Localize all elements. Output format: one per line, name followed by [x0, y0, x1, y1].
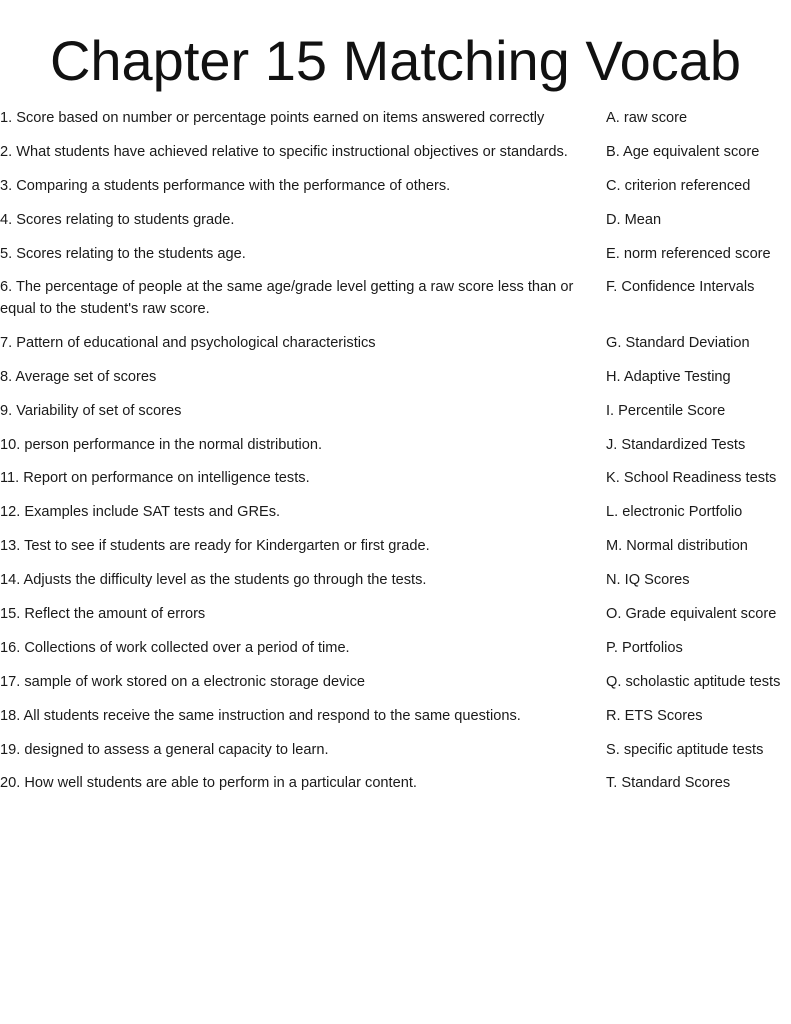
- matching-row: [0, 108, 791, 130]
- matching-row: [0, 401, 791, 423]
- question-text: 17. sample of work stored on a electronic storage device: [0, 673, 366, 690]
- answer-option: R. ETS Scores: [606, 707, 703, 724]
- question-text: 9. Variability of set of scores: [0, 402, 182, 419]
- answer-option: T. Standard Scores: [606, 775, 731, 792]
- question-text: 16. Collections of work collected over a period of time.: [0, 639, 350, 656]
- question-text: 3. Comparing a students performance with the performance of others.: [0, 177, 451, 194]
- matching-row: [0, 672, 791, 694]
- page-title: Chapter 15 Matching Vocab: [49, 29, 742, 92]
- answer-option: D. Mean: [606, 211, 662, 228]
- matching-row: [0, 638, 791, 660]
- matching-row: [0, 333, 791, 355]
- question-text: 8. Average set of scores: [0, 368, 157, 385]
- question-text: 13. Test to see if students are ready for Kindergarten or first grade.: [0, 538, 430, 555]
- matching-row: [0, 502, 791, 524]
- question-text: 14. Adjusts the difficulty level as the students go through the tests.: [0, 572, 427, 589]
- answer-option: Q. scholastic aptitude tests: [606, 673, 781, 690]
- question-text: 4. Scores relating to students grade.: [0, 211, 235, 228]
- answer-option: G. Standard Deviation: [606, 334, 750, 351]
- matching-row: [0, 468, 791, 490]
- question-text: 2. What students have achieved relative to specific instructional objectives or standards.: [0, 143, 568, 160]
- answer-option: F. Confidence Intervals: [606, 279, 755, 296]
- matching-row: [0, 142, 791, 164]
- answer-option: L. electronic Portfolio: [606, 504, 743, 521]
- matching-row: [0, 210, 791, 232]
- matching-row: [0, 367, 791, 389]
- matching-row: [0, 277, 791, 320]
- answer-option: N. IQ Scores: [606, 572, 690, 589]
- question-text: 12. Examples include SAT tests and GREs.: [0, 504, 281, 521]
- answer-option: S. specific aptitude tests: [606, 741, 764, 758]
- matching-row: [0, 740, 791, 762]
- matching-row: [0, 435, 791, 457]
- matching-row: [0, 570, 791, 592]
- answer-option: I. Percentile Score: [606, 402, 726, 419]
- question-text: 1. Score based on number or percentage points earned on items answered correctly: [0, 110, 545, 126]
- answer-option: E. norm referenced score: [606, 245, 771, 262]
- matching-row: [0, 176, 791, 198]
- matching-list: [0, 108, 791, 807]
- answer-option: A. raw score: [606, 110, 688, 126]
- matching-row: [0, 604, 791, 626]
- question-text: 18. All students receive the same instruction and respond to the same questions.: [0, 707, 521, 724]
- question-text: 15. Reflect the amount of errors: [0, 605, 206, 622]
- answer-option: B. Age equivalent score: [606, 143, 760, 160]
- question-text: 10. person performance in the normal distribution.: [0, 436, 323, 453]
- matching-row: [0, 244, 791, 266]
- question-text: 7. Pattern of educational and psychological characteristics: [0, 334, 376, 351]
- answer-option: K. School Readiness tests: [606, 470, 777, 487]
- answer-option: H. Adaptive Testing: [606, 368, 731, 385]
- answer-option: M. Normal distribution: [606, 538, 748, 555]
- question-text: 6. The percentage of people at the same age/grade level getting a raw score less than or equal to the student's raw score.: [0, 279, 574, 317]
- matching-row: [0, 536, 791, 558]
- answer-option: O. Grade equivalent score: [606, 605, 777, 622]
- question-text: 19. designed to assess a general capacity to learn.: [0, 741, 329, 758]
- question-text: 5. Scores relating to the students age.: [0, 245, 246, 262]
- matching-row: [0, 773, 791, 795]
- question-text: 11. Report on performance on intelligence tests.: [0, 470, 310, 487]
- matching-row: [0, 706, 791, 728]
- answer-option: C. criterion referenced: [606, 177, 751, 194]
- answer-option: J. Standardized Tests: [606, 436, 746, 453]
- answer-option: P. Portfolios: [606, 639, 683, 656]
- question-text: 20. How well students are able to perform in a particular content.: [0, 775, 417, 792]
